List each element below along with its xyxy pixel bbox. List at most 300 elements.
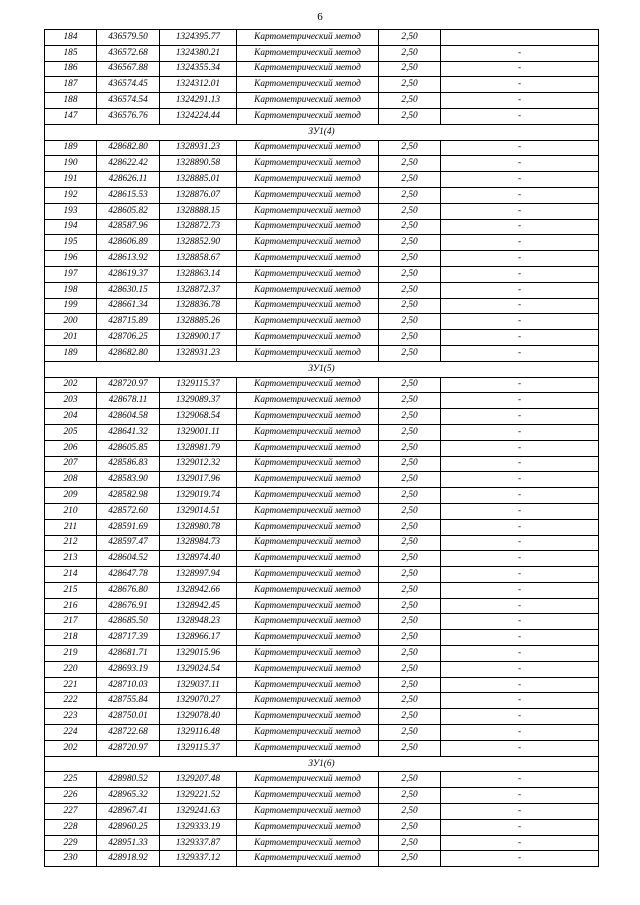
table-row [45,804,599,820]
note-cell: - [441,61,599,77]
accuracy-cell: 2,50 [379,440,441,456]
accuracy-cell: 2,50 [379,409,441,425]
method-cell: Картометрический метод [237,330,379,346]
coordinate-y-cell: 1328872.73 [160,219,237,235]
method-cell: Картометрический метод [237,740,379,756]
table-row [45,251,599,267]
coordinate-x-cell: 436576.76 [97,108,160,124]
point-number-cell: 226 [45,788,97,804]
coordinate-x-cell: 428682.80 [97,140,160,156]
note-cell: - [441,345,599,361]
table-row [45,488,599,504]
table-row [45,598,599,614]
coordinate-x-cell: 428572.60 [97,503,160,519]
note-cell: - [441,582,599,598]
table-row [45,108,599,124]
note-cell: - [441,424,599,440]
note-cell: - [441,740,599,756]
method-cell: Картометрический метод [237,456,379,472]
point-number-cell: 209 [45,488,97,504]
coordinate-x-cell: 428583.90 [97,472,160,488]
table-row [45,772,599,788]
accuracy-cell: 2,50 [379,661,441,677]
coordinate-x-cell: 436572.68 [97,45,160,61]
table-row [45,314,599,330]
point-number-cell: 196 [45,251,97,267]
accuracy-cell: 2,50 [379,156,441,172]
section-header-row [45,361,599,377]
table-row [45,61,599,77]
method-cell: Картометрический метод [237,661,379,677]
note-cell: - [441,377,599,393]
coordinate-y-cell: 1329019.74 [160,488,237,504]
table-row [45,140,599,156]
accuracy-cell: 2,50 [379,788,441,804]
coordinate-x-cell: 428706.25 [97,330,160,346]
coordinate-y-cell: 1329116.48 [160,725,237,741]
point-number-cell: 193 [45,203,97,219]
note-cell: - [441,172,599,188]
table-row [45,614,599,630]
point-number-cell: 207 [45,456,97,472]
table-row [45,835,599,851]
table-row [45,851,599,867]
point-number-cell: 212 [45,535,97,551]
table-row [45,709,599,725]
note-cell: - [441,251,599,267]
coordinate-x-cell: 428605.82 [97,203,160,219]
point-number-cell: 202 [45,740,97,756]
coordinate-x-cell: 428619.37 [97,266,160,282]
note-cell: - [441,108,599,124]
table-row [45,282,599,298]
method-cell: Картометрический метод [237,282,379,298]
accuracy-cell: 2,50 [379,740,441,756]
coordinate-y-cell: 1328876.07 [160,187,237,203]
coordinate-x-cell: 428693.19 [97,661,160,677]
accuracy-cell: 2,50 [379,45,441,61]
table-row [45,93,599,109]
coordinate-y-cell: 1328974.40 [160,551,237,567]
note-cell: - [441,851,599,867]
coordinate-x-cell: 428604.52 [97,551,160,567]
coordinate-y-cell: 1328888.15 [160,203,237,219]
accuracy-cell: 2,50 [379,424,441,440]
coordinate-x-cell: 428715.89 [97,314,160,330]
coordinate-x-cell: 428681.71 [97,646,160,662]
method-cell: Картометрический метод [237,235,379,251]
table-row [45,630,599,646]
point-number-cell: 218 [45,630,97,646]
note-cell: - [441,614,599,630]
note-cell [441,30,599,46]
method-cell: Картометрический метод [237,582,379,598]
note-cell: - [441,472,599,488]
coordinate-x-cell: 428641.32 [97,424,160,440]
note-cell: - [441,788,599,804]
note-cell: - [441,661,599,677]
coordinate-x-cell: 428626.11 [97,172,160,188]
accuracy-cell: 2,50 [379,266,441,282]
method-cell: Картометрический метод [237,835,379,851]
coordinate-x-cell: 428587.96 [97,219,160,235]
method-cell: Картометрический метод [237,772,379,788]
coordinate-x-cell: 436574.45 [97,77,160,93]
accuracy-cell: 2,50 [379,235,441,251]
point-number-cell: 217 [45,614,97,630]
accuracy-cell: 2,50 [379,187,441,203]
coordinate-y-cell: 1324380.21 [160,45,237,61]
accuracy-cell: 2,50 [379,693,441,709]
table-row [45,409,599,425]
method-cell: Картометрический метод [237,377,379,393]
accuracy-cell: 2,50 [379,598,441,614]
point-number-cell: 204 [45,409,97,425]
note-cell: - [441,503,599,519]
accuracy-cell: 2,50 [379,93,441,109]
coordinate-x-cell: 428755.84 [97,693,160,709]
note-cell: - [441,535,599,551]
coordinates-table-body [45,30,599,867]
table-row [45,582,599,598]
point-number-cell: 208 [45,472,97,488]
coordinate-y-cell: 1329017.96 [160,472,237,488]
coordinate-y-cell: 1329078.40 [160,709,237,725]
coordinate-y-cell: 1329014.51 [160,503,237,519]
method-cell: Картометрический метод [237,725,379,741]
accuracy-cell: 2,50 [379,725,441,741]
table-row [45,519,599,535]
coordinate-x-cell: 428605.85 [97,440,160,456]
coordinate-y-cell: 1329115.37 [160,377,237,393]
table-row [45,677,599,693]
note-cell: - [441,298,599,314]
coordinate-x-cell: 428604.58 [97,409,160,425]
coordinate-y-cell: 1324224.44 [160,108,237,124]
coordinate-x-cell: 428980.52 [97,772,160,788]
coordinate-y-cell: 1328984.73 [160,535,237,551]
accuracy-cell: 2,50 [379,251,441,267]
note-cell: - [441,835,599,851]
coordinate-y-cell: 1329068.54 [160,409,237,425]
accuracy-cell: 2,50 [379,330,441,346]
table-row [45,472,599,488]
coordinate-y-cell: 1329037.11 [160,677,237,693]
coordinate-x-cell: 436567.88 [97,61,160,77]
coordinate-y-cell: 1324312.01 [160,77,237,93]
table-row [45,77,599,93]
method-cell: Картометрический метод [237,677,379,693]
accuracy-cell: 2,50 [379,614,441,630]
method-cell: Картометрический метод [237,156,379,172]
table-row [45,661,599,677]
coordinate-x-cell: 428661.34 [97,298,160,314]
coordinate-y-cell: 1328980.78 [160,519,237,535]
table-row [45,172,599,188]
point-number-cell: 213 [45,551,97,567]
coordinate-x-cell: 436574.54 [97,93,160,109]
note-cell: - [441,677,599,693]
method-cell: Картометрический метод [237,393,379,409]
coordinate-x-cell: 428586.83 [97,456,160,472]
table-row [45,440,599,456]
coordinate-y-cell: 1329333.19 [160,819,237,835]
table-row [45,503,599,519]
coordinate-x-cell: 428582.98 [97,488,160,504]
method-cell: Картометрический метод [237,77,379,93]
method-cell: Картометрический метод [237,819,379,835]
coordinate-y-cell: 1328890.58 [160,156,237,172]
method-cell: Картометрический метод [237,535,379,551]
note-cell: - [441,203,599,219]
coordinate-y-cell: 1329337.87 [160,835,237,851]
accuracy-cell: 2,50 [379,551,441,567]
section-title: ЗУ1(6) [45,756,599,772]
method-cell: Картометрический метод [237,488,379,504]
coordinate-y-cell: 1328942.45 [160,598,237,614]
coordinate-y-cell: 1328931.23 [160,345,237,361]
coordinates-table [44,29,599,867]
note-cell: - [441,772,599,788]
note-cell: - [441,219,599,235]
accuracy-cell: 2,50 [379,488,441,504]
method-cell: Картометрический метод [237,314,379,330]
table-row [45,187,599,203]
table-row [45,693,599,709]
coordinate-y-cell: 1328872.37 [160,282,237,298]
method-cell: Картометрический метод [237,203,379,219]
method-cell: Картометрический метод [237,503,379,519]
coordinate-x-cell: 428965.32 [97,788,160,804]
accuracy-cell: 2,50 [379,804,441,820]
point-number-cell: 199 [45,298,97,314]
note-cell: - [441,187,599,203]
note-cell: - [441,266,599,282]
coordinate-y-cell: 1328858.67 [160,251,237,267]
accuracy-cell: 2,50 [379,456,441,472]
note-cell: - [441,330,599,346]
section-header-row [45,756,599,772]
note-cell: - [441,314,599,330]
point-number-cell: 223 [45,709,97,725]
accuracy-cell: 2,50 [379,219,441,235]
point-number-cell: 215 [45,582,97,598]
coordinate-y-cell: 1328948.23 [160,614,237,630]
note-cell: - [441,693,599,709]
accuracy-cell: 2,50 [379,772,441,788]
coordinate-x-cell: 428722.68 [97,725,160,741]
method-cell: Картометрический метод [237,45,379,61]
coordinate-x-cell: 428597.47 [97,535,160,551]
note-cell: - [441,440,599,456]
table-row [45,393,599,409]
accuracy-cell: 2,50 [379,819,441,835]
note-cell: - [441,551,599,567]
accuracy-cell: 2,50 [379,282,441,298]
point-number-cell: 189 [45,345,97,361]
point-number-cell: 211 [45,519,97,535]
table-row [45,203,599,219]
note-cell: - [441,409,599,425]
coordinate-y-cell: 1324395.77 [160,30,237,46]
note-cell: - [441,282,599,298]
point-number-cell: 200 [45,314,97,330]
note-cell: - [441,725,599,741]
coordinate-y-cell: 1328931.23 [160,140,237,156]
coordinate-y-cell: 1324355.34 [160,61,237,77]
method-cell: Картометрический метод [237,298,379,314]
point-number-cell: 197 [45,266,97,282]
point-number-cell: 202 [45,377,97,393]
method-cell: Картометрический метод [237,614,379,630]
point-number-cell: 230 [45,851,97,867]
accuracy-cell: 2,50 [379,582,441,598]
point-number-cell: 184 [45,30,97,46]
method-cell: Картометрический метод [237,409,379,425]
point-number-cell: 228 [45,819,97,835]
coordinate-y-cell: 1328852.90 [160,235,237,251]
note-cell: - [441,709,599,725]
note-cell: - [441,567,599,583]
point-number-cell: 214 [45,567,97,583]
accuracy-cell: 2,50 [379,519,441,535]
point-number-cell: 220 [45,661,97,677]
coordinate-y-cell: 1328863.14 [160,266,237,282]
note-cell: - [441,235,599,251]
point-number-cell: 185 [45,45,97,61]
accuracy-cell: 2,50 [379,30,441,46]
point-number-cell: 147 [45,108,97,124]
coordinate-x-cell: 428682.80 [97,345,160,361]
method-cell: Картометрический метод [237,61,379,77]
coordinate-y-cell: 1329115.37 [160,740,237,756]
method-cell: Картометрический метод [237,472,379,488]
method-cell: Картометрический метод [237,266,379,282]
point-number-cell: 219 [45,646,97,662]
accuracy-cell: 2,50 [379,835,441,851]
accuracy-cell: 2,50 [379,61,441,77]
coordinate-y-cell: 1328885.01 [160,172,237,188]
coordinate-x-cell: 428676.80 [97,582,160,598]
point-number-cell: 198 [45,282,97,298]
coordinate-x-cell: 428615.53 [97,187,160,203]
point-number-cell: 224 [45,725,97,741]
table-row [45,567,599,583]
point-number-cell: 222 [45,693,97,709]
coordinate-x-cell: 428591.69 [97,519,160,535]
method-cell: Картометрический метод [237,440,379,456]
coordinate-x-cell: 428622.42 [97,156,160,172]
coordinate-y-cell: 1328836.78 [160,298,237,314]
note-cell: - [441,598,599,614]
note-cell: - [441,819,599,835]
note-cell: - [441,77,599,93]
coordinate-x-cell: 428678.11 [97,393,160,409]
section-header-row [45,124,599,140]
accuracy-cell: 2,50 [379,377,441,393]
note-cell: - [441,804,599,820]
note-cell: - [441,519,599,535]
table-row [45,219,599,235]
accuracy-cell: 2,50 [379,172,441,188]
method-cell: Картометрический метод [237,187,379,203]
method-cell: Картометрический метод [237,851,379,867]
note-cell: - [441,393,599,409]
point-number-cell: 201 [45,330,97,346]
table-row [45,235,599,251]
accuracy-cell: 2,50 [379,646,441,662]
method-cell: Картометрический метод [237,251,379,267]
point-number-cell: 206 [45,440,97,456]
page-number: 6 [317,11,323,23]
accuracy-cell: 2,50 [379,851,441,867]
point-number-cell: 194 [45,219,97,235]
point-number-cell: 192 [45,187,97,203]
coordinate-x-cell: 428960.25 [97,819,160,835]
table-row [45,45,599,61]
coordinate-x-cell: 428750.01 [97,709,160,725]
table-row [45,156,599,172]
coordinate-y-cell: 1328885.26 [160,314,237,330]
point-number-cell: 216 [45,598,97,614]
coordinate-y-cell: 1329001.11 [160,424,237,440]
coordinate-y-cell: 1329207.48 [160,772,237,788]
method-cell: Картометрический метод [237,630,379,646]
coordinate-x-cell: 428720.97 [97,740,160,756]
method-cell: Картометрический метод [237,30,379,46]
coordinate-y-cell: 1328942.66 [160,582,237,598]
coordinate-x-cell: 428613.92 [97,251,160,267]
method-cell: Картометрический метод [237,567,379,583]
note-cell: - [441,646,599,662]
coordinate-x-cell: 428685.50 [97,614,160,630]
coordinate-y-cell: 1329241.63 [160,804,237,820]
coordinate-y-cell: 1328900.17 [160,330,237,346]
accuracy-cell: 2,50 [379,472,441,488]
method-cell: Картометрический метод [237,172,379,188]
accuracy-cell: 2,50 [379,503,441,519]
note-cell: - [441,156,599,172]
method-cell: Картометрический метод [237,93,379,109]
table-row [45,298,599,314]
note-cell: - [441,45,599,61]
table-row [45,819,599,835]
coordinate-x-cell: 428951.33 [97,835,160,851]
coordinate-y-cell: 1329089.37 [160,393,237,409]
coordinate-y-cell: 1329337.12 [160,851,237,867]
coordinate-x-cell: 428720.97 [97,377,160,393]
table-row [45,788,599,804]
point-number-cell: 189 [45,140,97,156]
method-cell: Картометрический метод [237,709,379,725]
coordinate-y-cell: 1329024.54 [160,661,237,677]
accuracy-cell: 2,50 [379,298,441,314]
point-number-cell: 225 [45,772,97,788]
accuracy-cell: 2,50 [379,393,441,409]
coordinate-y-cell: 1329012.32 [160,456,237,472]
method-cell: Картометрический метод [237,804,379,820]
method-cell: Картометрический метод [237,646,379,662]
method-cell: Картометрический метод [237,108,379,124]
point-number-cell: 229 [45,835,97,851]
coordinate-x-cell: 428710.03 [97,677,160,693]
accuracy-cell: 2,50 [379,535,441,551]
coordinate-y-cell: 1329070.27 [160,693,237,709]
table-row [45,551,599,567]
coordinate-x-cell: 428918.92 [97,851,160,867]
method-cell: Картометрический метод [237,219,379,235]
section-title: ЗУ1(4) [45,124,599,140]
